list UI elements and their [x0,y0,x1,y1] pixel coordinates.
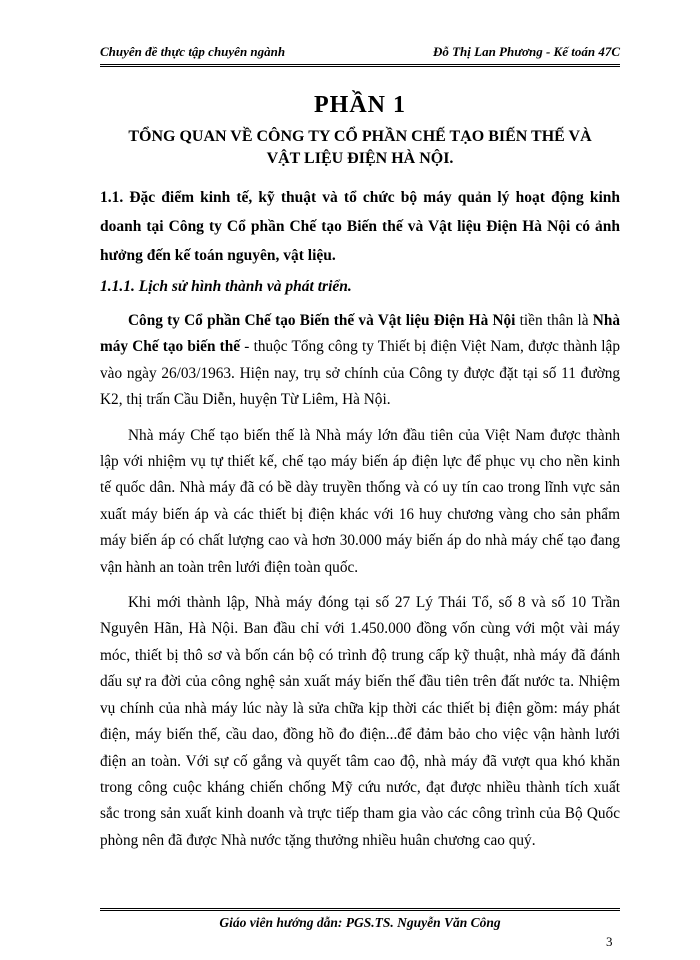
section-title-line-2: VẬT LIỆU ĐIỆN HÀ NỘI. [266,150,454,167]
page-header [100,44,620,67]
heading-1-1-1: 1.1.1. Lịch sử hình thành và phát triển. [100,278,352,295]
body-text [100,308,620,863]
part-title: PHẦN 1 [314,92,406,118]
paragraph-1 [100,308,620,414]
paragraph-3: Khi mới thành lập, Nhà máy đóng tại số 27 Lý Thái Tổ, số 8 và số 10 Trần Nguyên Hãn, Hà Nội. Ban đầu chỉ với 1.450.000 đồng vốn cùng với một vài máy móc, thiết bị thô sơ và bốn cán bộ có trình độ trung cấp kỹ thuật, nhà máy đã đánh dấu sự ra đời của công nghệ sản xuất máy biến thế đầu tiên trên đất nước ta. Nhiệm vụ chính của nhà máy lúc này là sửa chữa kịp thời các thiết bị điện gồm: máy phát điện, máy biến thế, cầu dao, đồng hồ đo điện...để đảm bảo cho việc vận hành lưới điện an toàn. Với sự cố gắng và quyết tâm cao độ, nhà máy đã vượt qua khó khăn trong công cuộc kháng chiến chống Mỹ cứu nước, đạt được nhiều thành tích xuất sắc trong sản xuất kinh doanh và trực tiếp tham gia vào các công trình của Bộ Quốc phòng nên đã được Nhà nước tặng thưởng nhiều huân chương cao quý. [100,594,620,849]
company-name: Công ty Cổ phần Chế tạo Biến thế và Vật liệu Điện Hà Nội [128,312,516,329]
paragraph-1-text-a: tiền thân là [515,312,593,329]
header-course-title: Chuyên đề thực tập chuyên ngành [100,44,286,59]
heading-1-1: 1.1. Đặc điểm kinh tế, kỹ thuật và tổ chức bộ máy quản lý hoạt động kinh doanh tại Công ty Cổ phần Chế tạo Biến thế và Vật liệu Điện Hà Nội có ảnh hưởng đến kế toán nguyên, vật liệu. [100,189,620,264]
section-title-line-1: TỔNG QUAN VỀ CÔNG TY CỔ PHẦN CHẾ TẠO BIẾN THẾ VÀ [128,128,592,145]
header-author: Đỗ Thị Lan Phương - Kế toán 47C [432,44,620,59]
factory-name: Nhà máy Chế tạo biến thế [100,312,620,356]
section-title [110,126,610,170]
page-footer: Giáo viên hướng dẫn: PGS.TS. Nguyễn Văn Công [100,908,620,931]
paragraph-1-text-b: - thuộc Tổng công ty Thiết bị điện Việt Nam, được thành lập vào ngày 26/03/1963. Hiện nay, trụ sở chính của Công ty được đặt tại số 11 đường K2, thị trấn Cầu Diễn, huyện Từ Liêm, Hà Nội. [100,338,620,409]
paragraph-2: Nhà máy Chế tạo biến thế là Nhà máy lớn đầu tiên của Việt Nam được thành lập với nhiệm vụ tự thiết kế, chế tạo máy biến áp điện lực để phục vụ cho nền kinh tế quốc dân. Nhà máy đã có bề dày truyền thống và có uy tín cao trong lĩnh vực sản xuất máy biến áp và các thiết bị điện khác với 16 huy chương vàng cho sản phẩm máy biến áp có chất lượng cao và hơn 30.000 máy biến áp do nhà máy chế tạo đang vận hành an toàn trên lưới điện toàn quốc. [100,426,620,576]
page-number: 3 [606,934,613,949]
